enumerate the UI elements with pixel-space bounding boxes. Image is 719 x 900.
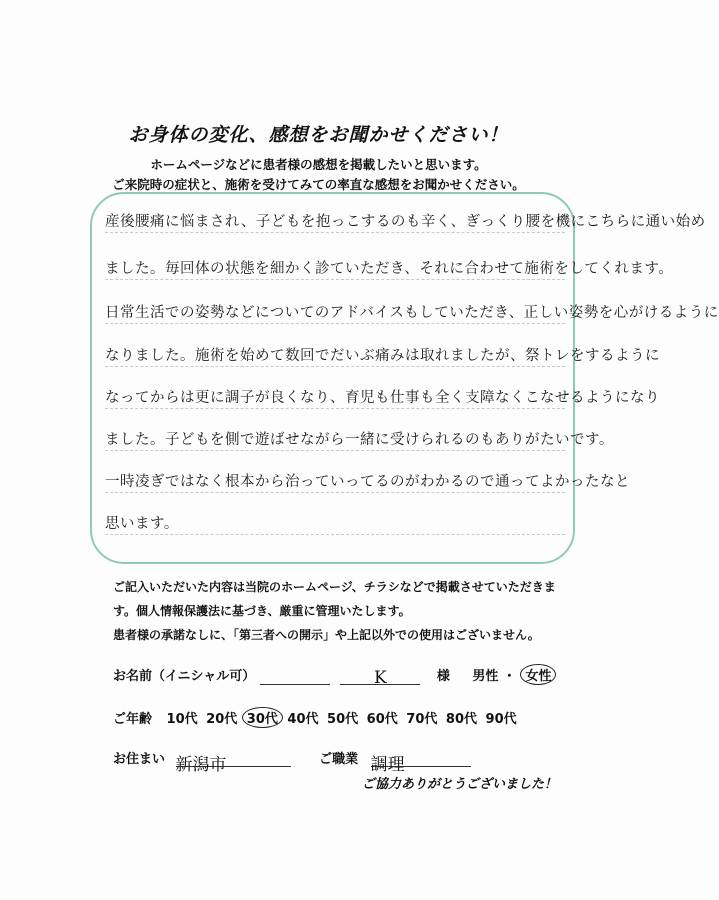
age-label: ご年齢 [113, 712, 153, 727]
comment-rule [105, 534, 565, 535]
name-value: K [340, 668, 420, 685]
comment-rule [105, 279, 565, 280]
address-row [113, 748, 471, 775]
age-row [113, 707, 517, 728]
age-option: 40代 [287, 712, 319, 727]
age-option: 90代 [485, 712, 517, 727]
notice-line-3: 患者様の承諾なしに、「第三者への開示」や上記以外での使用はございません。 [113, 628, 540, 642]
comment-line: ました。毎回体の状態を細かく診ていただき、それに合わせて施術をしてくれます。 [105, 261, 674, 277]
comment-rule [105, 366, 565, 367]
job-value: 調理 [371, 750, 471, 767]
job-label: ご職業 [319, 752, 359, 767]
age-option: 50代 [327, 712, 359, 727]
page-title: お身体の変化、感想をお聞かせください！ [128, 124, 509, 146]
name-row [113, 664, 556, 688]
comment-rule [105, 450, 565, 451]
comment-rule [105, 323, 565, 324]
age-option-circled: 30代 [242, 707, 283, 728]
gender-male: 男性 [472, 669, 499, 684]
address-value: 新潟市 [176, 750, 291, 767]
comment-line: 思います。 [105, 516, 179, 532]
comment-line: ました。子どもを側で遊ばせながら一緒に受けられるのもありがたいです。 [105, 432, 614, 448]
comment-line: 一時凌ぎではなく根本から治っていってるのがわかるので通ってよかったなと [105, 474, 630, 490]
notice-line-1: ご記入いただいた内容は当院のホームページ、チラシなどで掲載させていただきま [113, 580, 556, 594]
address-label: お住まい [113, 752, 166, 767]
gender-female-circled: 女性 [520, 664, 556, 685]
subtitle-2: ご来院時の症状と、施術を受けてみての率直な感想をお聞かせください。 [112, 177, 525, 192]
comment-line: なってからは更に調子が良くなり、育児も仕事も全く支障なくこなせるようになり [105, 390, 660, 406]
gender-separator: ・ [502, 669, 516, 684]
notice-line-2: す。個人情報保護法に基づき、厳重に管理いたします。 [113, 604, 411, 618]
subtitle-1: ホームページなどに患者様の感想を掲載したいと思います。 [150, 157, 487, 172]
comment-line: 日常生活での姿勢などについてのアドバイスもしていただき、正しい姿勢を心がけるように [105, 305, 719, 321]
comment-rule [105, 408, 565, 409]
age-option: 10代 [166, 712, 198, 727]
age-option: 70代 [406, 712, 438, 727]
age-option: 60代 [366, 712, 398, 727]
comment-rule [105, 492, 565, 493]
comment-line: なりました。施術を始めて数回でだいぶ痛みは取れましたが、祭トレをするように [105, 348, 660, 364]
comment-line: 産後腰痛に悩まされ、子どもを抱っこするのも辛く、ぎっくり腰を機にこちらに通い始め [105, 214, 706, 230]
honorific: 様 [436, 669, 450, 684]
age-option: 80代 [445, 712, 478, 727]
name-blank-1 [260, 668, 330, 685]
name-label: お名前（イニシャル可） [113, 669, 256, 684]
comment-rule [105, 232, 565, 233]
age-option: 20代 [206, 712, 238, 727]
comment-box [90, 192, 719, 564]
thanks-text: ご協力ありがとうございました！ [361, 777, 557, 792]
